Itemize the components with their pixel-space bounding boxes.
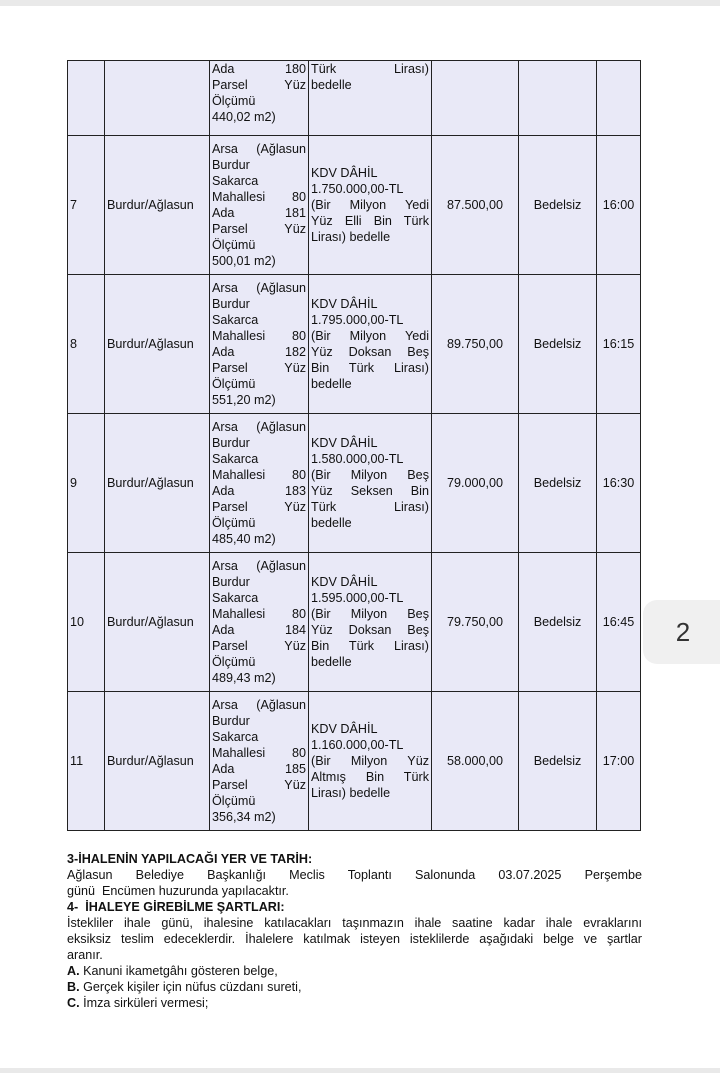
description-line: Mahallesi 80 xyxy=(212,468,306,482)
row-location: Burdur/Ağlasun xyxy=(105,275,210,414)
row-description xyxy=(210,553,309,692)
section4-para-line2: eksiksiz teslim edeceklerdir. İhalelere katılmak isteyen isteklilerde aşağıdaki belge ve şartlar xyxy=(67,932,642,946)
description-line: Arsa (Ağlasun xyxy=(212,420,306,434)
requirement-item xyxy=(67,995,642,1011)
description-line: 356,34 m2) xyxy=(212,810,276,824)
price-line: 1.750.000,00-TL xyxy=(311,182,404,196)
requirement-text: Gerçek kişiler için nüfus cüzdanı sureti, xyxy=(79,980,302,994)
row-time: 17:00 xyxy=(597,692,641,831)
row-location xyxy=(105,61,210,136)
row-specification xyxy=(519,61,597,136)
description-line: Ada 182 xyxy=(212,345,306,359)
price-line: KDV DÂHİL xyxy=(311,166,378,180)
row-price xyxy=(309,553,432,692)
row-number: 8 xyxy=(68,275,105,414)
row-location: Burdur/Ağlasun xyxy=(105,692,210,831)
conditions-text xyxy=(67,851,642,1011)
section4-heading: 4- İHALEYE GİREBİLME ŞARTLARI: xyxy=(67,900,285,914)
section3-line2: günü Encümen huzurunda yapılacaktır. xyxy=(67,884,289,898)
table-row xyxy=(68,692,641,831)
description-line: Ölçümü xyxy=(212,94,256,108)
row-price xyxy=(309,136,432,275)
row-guarantee: 89.750,00 xyxy=(432,275,519,414)
table-row xyxy=(68,553,641,692)
row-description xyxy=(210,136,309,275)
description-line: Burdur xyxy=(212,714,250,728)
row-specification: Bedelsiz xyxy=(519,136,597,275)
price-line: bedelle xyxy=(311,377,352,391)
price-line: Türk Lirası) xyxy=(311,500,429,514)
description-line: Ada 185 xyxy=(212,762,306,776)
row-number: 10 xyxy=(68,553,105,692)
description-line: Burdur xyxy=(212,575,250,589)
row-time: 16:45 xyxy=(597,553,641,692)
row-number: 9 xyxy=(68,414,105,553)
description-line: Mahallesi 80 xyxy=(212,607,306,621)
description-line: Parsel Yüz xyxy=(212,500,306,514)
table-row xyxy=(68,61,641,136)
row-location: Burdur/Ağlasun xyxy=(105,414,210,553)
description-line: 440,02 m2) xyxy=(212,110,276,124)
description-line: 485,40 m2) xyxy=(212,532,276,546)
row-specification: Bedelsiz xyxy=(519,275,597,414)
price-line: Yüz Doksan Beş xyxy=(311,623,429,637)
price-line: Bin Türk Lirası) xyxy=(311,361,429,375)
requirement-letter: A. xyxy=(67,964,80,978)
auction-table xyxy=(67,60,641,831)
price-line: 1.160.000,00-TL xyxy=(311,738,404,752)
row-specification: Bedelsiz xyxy=(519,414,597,553)
page-number: 2 xyxy=(675,616,691,647)
price-line: (Bir Milyon Beş xyxy=(311,607,429,621)
description-line: Burdur xyxy=(212,158,250,172)
row-location: Burdur/Ağlasun xyxy=(105,136,210,275)
row-guarantee: 79.000,00 xyxy=(432,414,519,553)
description-line: Parsel Yüz xyxy=(212,361,306,375)
price-line: 1.580.000,00-TL xyxy=(311,452,404,466)
row-price xyxy=(309,61,432,136)
row-time xyxy=(597,61,641,136)
row-guarantee: 58.000,00 xyxy=(432,692,519,831)
description-line: Sakarca xyxy=(212,591,259,605)
section4-para-line3: aranır. xyxy=(67,948,103,962)
price-line: 1.595.000,00-TL xyxy=(311,591,404,605)
row-specification: Bedelsiz xyxy=(519,553,597,692)
requirement-item xyxy=(67,963,642,979)
price-line: KDV DÂHİL xyxy=(311,722,378,736)
section3-line1: Ağlasun Belediye Başkanlığı Meclis Toplantı Salonunda 03.07.2025 Perşembe xyxy=(67,868,642,882)
description-line: Arsa (Ağlasun xyxy=(212,281,306,295)
page-number-badge xyxy=(643,600,720,664)
description-line: Mahallesi 80 xyxy=(212,190,306,204)
description-line: Parsel Yüz xyxy=(212,78,306,92)
description-line: Ölçümü xyxy=(212,794,256,808)
price-line: (Bir Milyon Yedi xyxy=(311,329,429,343)
row-description xyxy=(210,275,309,414)
requirements-list xyxy=(67,963,642,1011)
description-line: Ada 181 xyxy=(212,206,306,220)
requirement-item xyxy=(67,979,642,995)
row-time: 16:15 xyxy=(597,275,641,414)
row-guarantee: 87.500,00 xyxy=(432,136,519,275)
description-line: Ölçümü xyxy=(212,655,256,669)
description-line: Sakarca xyxy=(212,452,259,466)
price-line: Yüz Doksan Beş xyxy=(311,345,429,359)
description-line: Burdur xyxy=(212,297,250,311)
description-line: Sakarca xyxy=(212,730,259,744)
requirement-letter: C. xyxy=(67,996,80,1010)
price-line: KDV DÂHİL xyxy=(311,297,378,311)
description-line: Ada 184 xyxy=(212,623,306,637)
requirement-letter: B. xyxy=(67,980,80,994)
price-line: Yüz Seksen Bin xyxy=(311,484,429,498)
table-row xyxy=(68,414,641,553)
row-guarantee: 79.750,00 xyxy=(432,553,519,692)
row-description xyxy=(210,692,309,831)
price-line: bedelle xyxy=(311,516,352,530)
price-line: bedelle xyxy=(311,78,352,92)
description-line: 489,43 m2) xyxy=(212,671,276,685)
row-number: 7 xyxy=(68,136,105,275)
price-line: (Bir Milyon Yüz xyxy=(311,754,429,768)
description-line: 500,01 m2) xyxy=(212,254,276,268)
price-line: Lirası) bedelle xyxy=(311,786,391,800)
price-line: Bin Türk Lirası) xyxy=(311,639,429,653)
description-line: Ölçümü xyxy=(212,377,256,391)
row-time: 16:30 xyxy=(597,414,641,553)
description-line: Ada 183 xyxy=(212,484,306,498)
description-line: Sakarca xyxy=(212,174,259,188)
row-number: 11 xyxy=(68,692,105,831)
bottom-margin xyxy=(0,1068,720,1073)
price-line: 1.795.000,00-TL xyxy=(311,313,404,327)
price-line: KDV DÂHİL xyxy=(311,575,378,589)
description-line: Ölçümü xyxy=(212,516,256,530)
table-row xyxy=(68,136,641,275)
requirement-text: Kanuni ikametgâhı gösteren belge, xyxy=(79,964,278,978)
description-line: Mahallesi 80 xyxy=(212,746,306,760)
description-line: Burdur xyxy=(212,436,250,450)
description-line: Arsa (Ağlasun xyxy=(212,698,306,712)
price-line: (Bir Milyon Yedi xyxy=(311,198,429,212)
price-line: (Bir Milyon Beş xyxy=(311,468,429,482)
price-line: Türk Lirası) xyxy=(311,62,429,76)
description-line: Parsel Yüz xyxy=(212,639,306,653)
row-specification: Bedelsiz xyxy=(519,692,597,831)
section3-heading: 3-İHALENİN YAPILACAĞI YER VE TARİH: xyxy=(67,852,313,866)
row-price xyxy=(309,275,432,414)
description-line: Ada 180 xyxy=(212,62,306,76)
description-line: Mahallesi 80 xyxy=(212,329,306,343)
description-line: Ölçümü xyxy=(212,238,256,252)
description-line: Parsel Yüz xyxy=(212,778,306,792)
row-number xyxy=(68,61,105,136)
requirement-text: İmza sirküleri vermesi; xyxy=(79,996,209,1010)
row-location: Burdur/Ağlasun xyxy=(105,553,210,692)
row-description xyxy=(210,414,309,553)
row-price xyxy=(309,692,432,831)
row-time: 16:00 xyxy=(597,136,641,275)
description-line: Sakarca xyxy=(212,313,259,327)
description-line: Arsa (Ağlasun xyxy=(212,142,306,156)
section4-para-line1: İstekliler ihale günü, ihalesine katılacakları taşınmazın ihale saatine kadar ihale evraklarını xyxy=(67,916,642,930)
row-guarantee xyxy=(432,61,519,136)
description-line: Parsel Yüz xyxy=(212,222,306,236)
price-line: KDV DÂHİL xyxy=(311,436,378,450)
price-line: Altmış Bin Türk xyxy=(311,770,429,784)
price-line: Yüz Elli Bin Türk xyxy=(311,214,429,228)
table-row xyxy=(68,275,641,414)
price-line: bedelle xyxy=(311,655,352,669)
row-description xyxy=(210,61,309,136)
price-line: Lirası) bedelle xyxy=(311,230,391,244)
description-line: Arsa (Ağlasun xyxy=(212,559,306,573)
description-line: 551,20 m2) xyxy=(212,393,276,407)
row-price xyxy=(309,414,432,553)
